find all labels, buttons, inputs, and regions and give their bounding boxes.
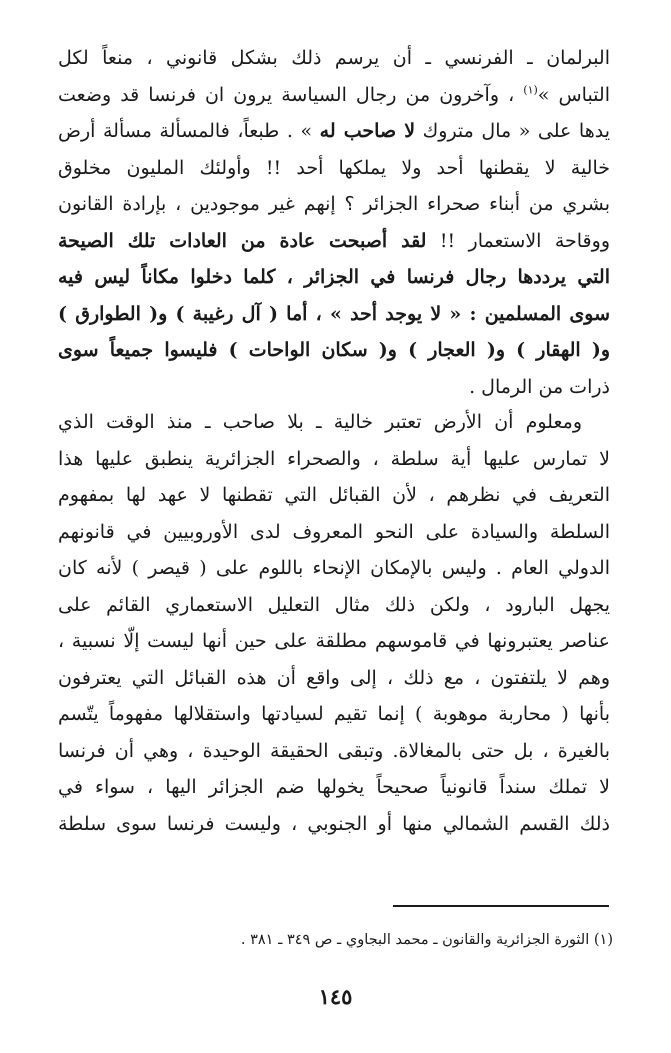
- text-line: بالغيرة ، بل حتى بالمغالاة. وتبقى الحقيقة الوحيدة ، وهي أن فرنسا: [58, 739, 610, 762]
- bold-phrase: لقد أصبحت عادة من العادات تلك الصيحة: [58, 229, 427, 252]
- text-line: السلطة والسيادة على النحو المعروف لدى الأوروبيين في قانونهم: [58, 520, 610, 543]
- body-paragraph-1: [58, 40, 610, 405]
- text-line: لا تمارس عليها أية سلطة ، والصحراء الجزائرية ينطبق عليها هذا: [58, 447, 610, 470]
- text-span: » . طبعاً، فالمسألة مسألة أرض: [58, 120, 320, 142]
- page-number: ١٤٥: [318, 984, 353, 1009]
- text-line: بأنها ( محاربة موهوبة ) إنما تقيم لسيادتها واستقلالها مفهوماً يتّسم: [58, 703, 610, 725]
- text-line: التي يرددها رجال فرنسا في الجزائر ، كلما دخلوا مكاناً ليس فيه: [58, 266, 610, 288]
- text-line: و( الهقار ) و( العجار ) و( سكان الواحات ) فليسوا جميعاً سوى: [58, 339, 610, 361]
- bold-phrase: لا صاحب له: [319, 120, 416, 142]
- footnote-marker: (١): [523, 83, 538, 97]
- text-line: خالية لا يقطنها أحد ولا يملكها أحد !! وأولئك المليون مخلوق: [58, 156, 610, 179]
- text-line: عناصر يعتبرونها في قاموسهم مطلقة على حين أنها ليست إلّا نسبية ،: [58, 630, 610, 652]
- text-line: البرلمان ـ الفرنسي ـ أن يرسم ذلك بشكل قانوني ، منعاً لكل: [58, 47, 610, 69]
- text-line: [58, 113, 610, 150]
- text-span: التباس »: [537, 83, 610, 106]
- text-line: سوى المسلمين : « لا يوجد أحد » ، أما ( آل رغيبة ) و( الطوارق ): [58, 302, 610, 325]
- text-span: ، وآخرون من رجال السياسة يرون ان فرنسا قد وضعت: [58, 83, 524, 106]
- text-line: التعريف في نظرهم ، لأن القبائل التي تقطنها لا عهد لها بمفهوم: [58, 484, 610, 506]
- body-paragraph-2: [58, 404, 610, 842]
- text-line: وهم لا يلتفتون ، مع ذلك ، إلى واقع أن هذه القبائل التي يعترفون: [58, 666, 610, 689]
- text-line: الدولي العام . وليس بالإمكان الإنحاء باللوم على ( قيصر ) لأنه كان: [58, 557, 610, 579]
- text-line: [58, 77, 610, 114]
- text-line: بشري من أبناء صحراء الجزائر ؟ إنهم غير موجودين ، بإرادة القانون: [58, 193, 610, 215]
- text-line: ذرات من الرمال .: [469, 375, 610, 398]
- text-line: [58, 223, 610, 260]
- text-line: لا تملك سنداً قانونياً صحيحاً يخولها ضم الجزائر اليها ، سواء في: [58, 776, 610, 798]
- text-line: يجهل البارود ، ولكن ذلك مثال التعليل الاستعماري القائم على: [58, 593, 610, 616]
- text-span: يدها على « مال متروك: [415, 120, 610, 142]
- text-line: ومعلوم أن الأرض تعتبر خالية ـ بلا صاحب ـ منذ الوقت الذي: [58, 411, 582, 433]
- footnote: (١) الثورة الجزائرية والقانون ـ محمد البجاوي ـ ص ٣٤٩ ـ ٣٨١ .: [240, 932, 613, 948]
- footnote-divider: [393, 905, 609, 907]
- text-line: ذلك القسم الشمالي منها أو الجنوبي ، وليست فرنسا سوى سلطة: [58, 812, 610, 835]
- text-span: ووقاحة الاستعمار !!: [426, 229, 610, 252]
